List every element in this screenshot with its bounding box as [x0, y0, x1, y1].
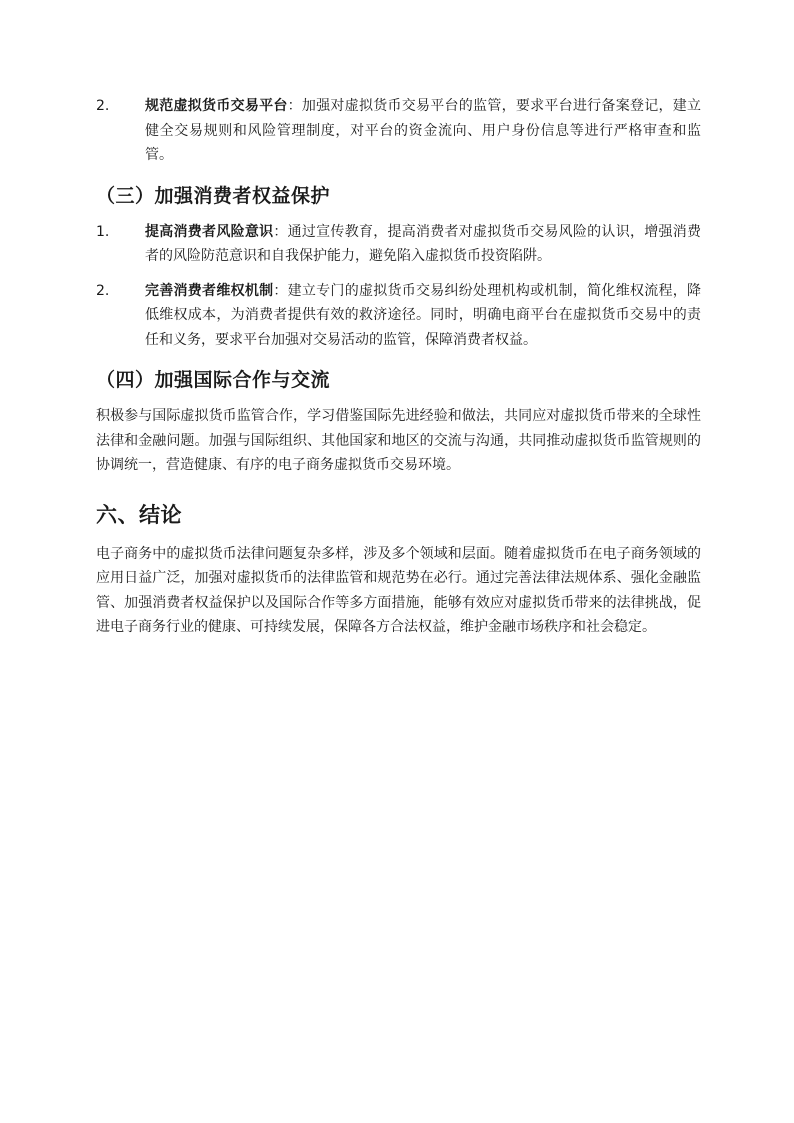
list-item-text: ：加强对虚拟货币交易平台的监管，要求平台进行备案登记，建立健全交易规则和风险管理制度，对平台的资金流向、用户身份信息等进行严格审查和监管。 — [145, 98, 702, 163]
section-heading-conclusion: 六、结论 — [96, 502, 182, 527]
list-item — [96, 220, 701, 269]
list-number: 2. — [96, 282, 110, 299]
list-item-text: ：通过宣传教育，提高消费者对虚拟货币交易风险的认识，增强消费者的风险防范意识和自我保护能力，避免陷入虚拟货币投资陷阱。 — [145, 223, 702, 264]
list-item-title: 规范虚拟货币交易平台 — [145, 98, 288, 114]
list-item-text: ：建立专门的虚拟货币交易纠纷处理机构或机制，简化维权流程，降低维权成本，为消费者提供有效的救济途径。同时，明确电商平台在虚拟货币交易中的责任和义务，要求平台加强对交易活动的监管，保障消费者权益。 — [145, 282, 702, 348]
list-item — [96, 279, 701, 353]
list-item — [96, 94, 701, 168]
list-number: 2. — [96, 98, 110, 114]
conclusion-paragraph: 电子商务中的虚拟货币法律问题复杂多样，涉及多个领域和层面。随着虚拟货币在电子商务领域的应用日益广泛，加强对虚拟货币的法律监管和规范势在必行。通过完善法律法规体系、强化金融监管、加强消费者权益保护以及国际合作等多方面措施，能够有效应对虚拟货币带来的法律挑战，促进电子商务行业的健康、可持续发展，保障各方合法权益，维护金融市场秩序和社会稳定。 — [96, 545, 701, 635]
section-heading-international: （四）加强国际合作与交流 — [96, 369, 331, 391]
list-item-title: 完善消费者维权机制 — [145, 282, 274, 299]
list-item-title: 提高消费者风险意识 — [145, 223, 274, 240]
section-heading-consumer: （三）加强消费者权益保护 — [96, 184, 331, 207]
international-paragraph: 积极参与国际虚拟货币监管合作，学习借鉴国际先进经验和做法，共同应对虚拟货币带来的全球性法律和金融问题。加强与国际组织、其他国家和地区的交流与沟通，共同推动虚拟货币监管规则的协调统一，营造健康、有序的电子商务虚拟货币交易环境。 — [96, 408, 701, 473]
document-content — [96, 94, 701, 650]
list-number: 1. — [96, 223, 110, 240]
